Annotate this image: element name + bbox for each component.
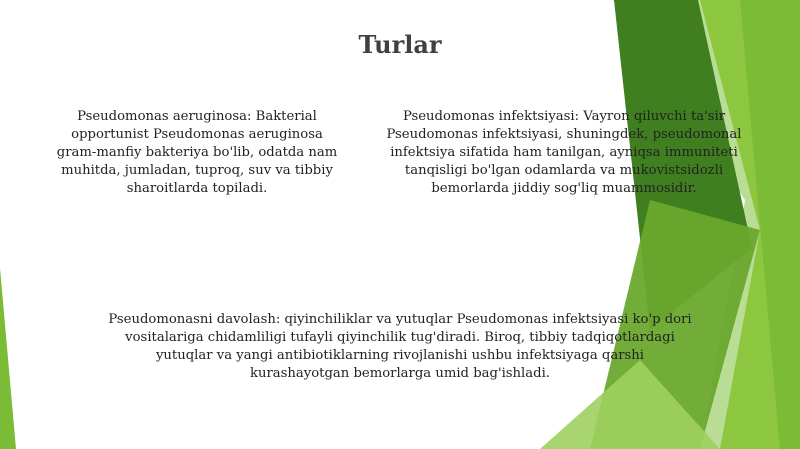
left-text-box: Pseudomonas aeruginosa: Bakterial opportunist Pseudomonas aeruginosa gram-manfiy bakteriya bo'lib, odatda nam muhitda, jumladan, tuproq, suv va tibbiy sharoitlarda topiladi. bbox=[56, 109, 338, 196]
slide-title: Turlar bbox=[358, 30, 442, 59]
right-text-box: Pseudomonas infektsiyasi: Vayron qiluvchi ta'sir Pseudomonas infektsiyasi, shuningdek, pseudomonal infektsiya sifatida ham tanilgan, ayniqsa immuniteti tanqisligi bo'lgan odamlarda va mukovistsidozli bemorlarda jiddiy sog'liq muammosidir. bbox=[386, 109, 742, 196]
left-edge-facet bbox=[0, 268, 16, 449]
bottom-text-box: Pseudomonasni davolash: qiyinchiliklar va yutuqlar Pseudomonas infektsiyasi ko'p dori vositalariga chidamliligi tufayli qiyinchilik tug'diradi. Biroq, tibbiy tadqiqotlardagi yutuqlar va yangi antibiotiklarning rivojlanishi ushbu infektsiyaga qarshi kurashayotgan bemorlarga umid bag'ishladi. bbox=[108, 312, 692, 381]
